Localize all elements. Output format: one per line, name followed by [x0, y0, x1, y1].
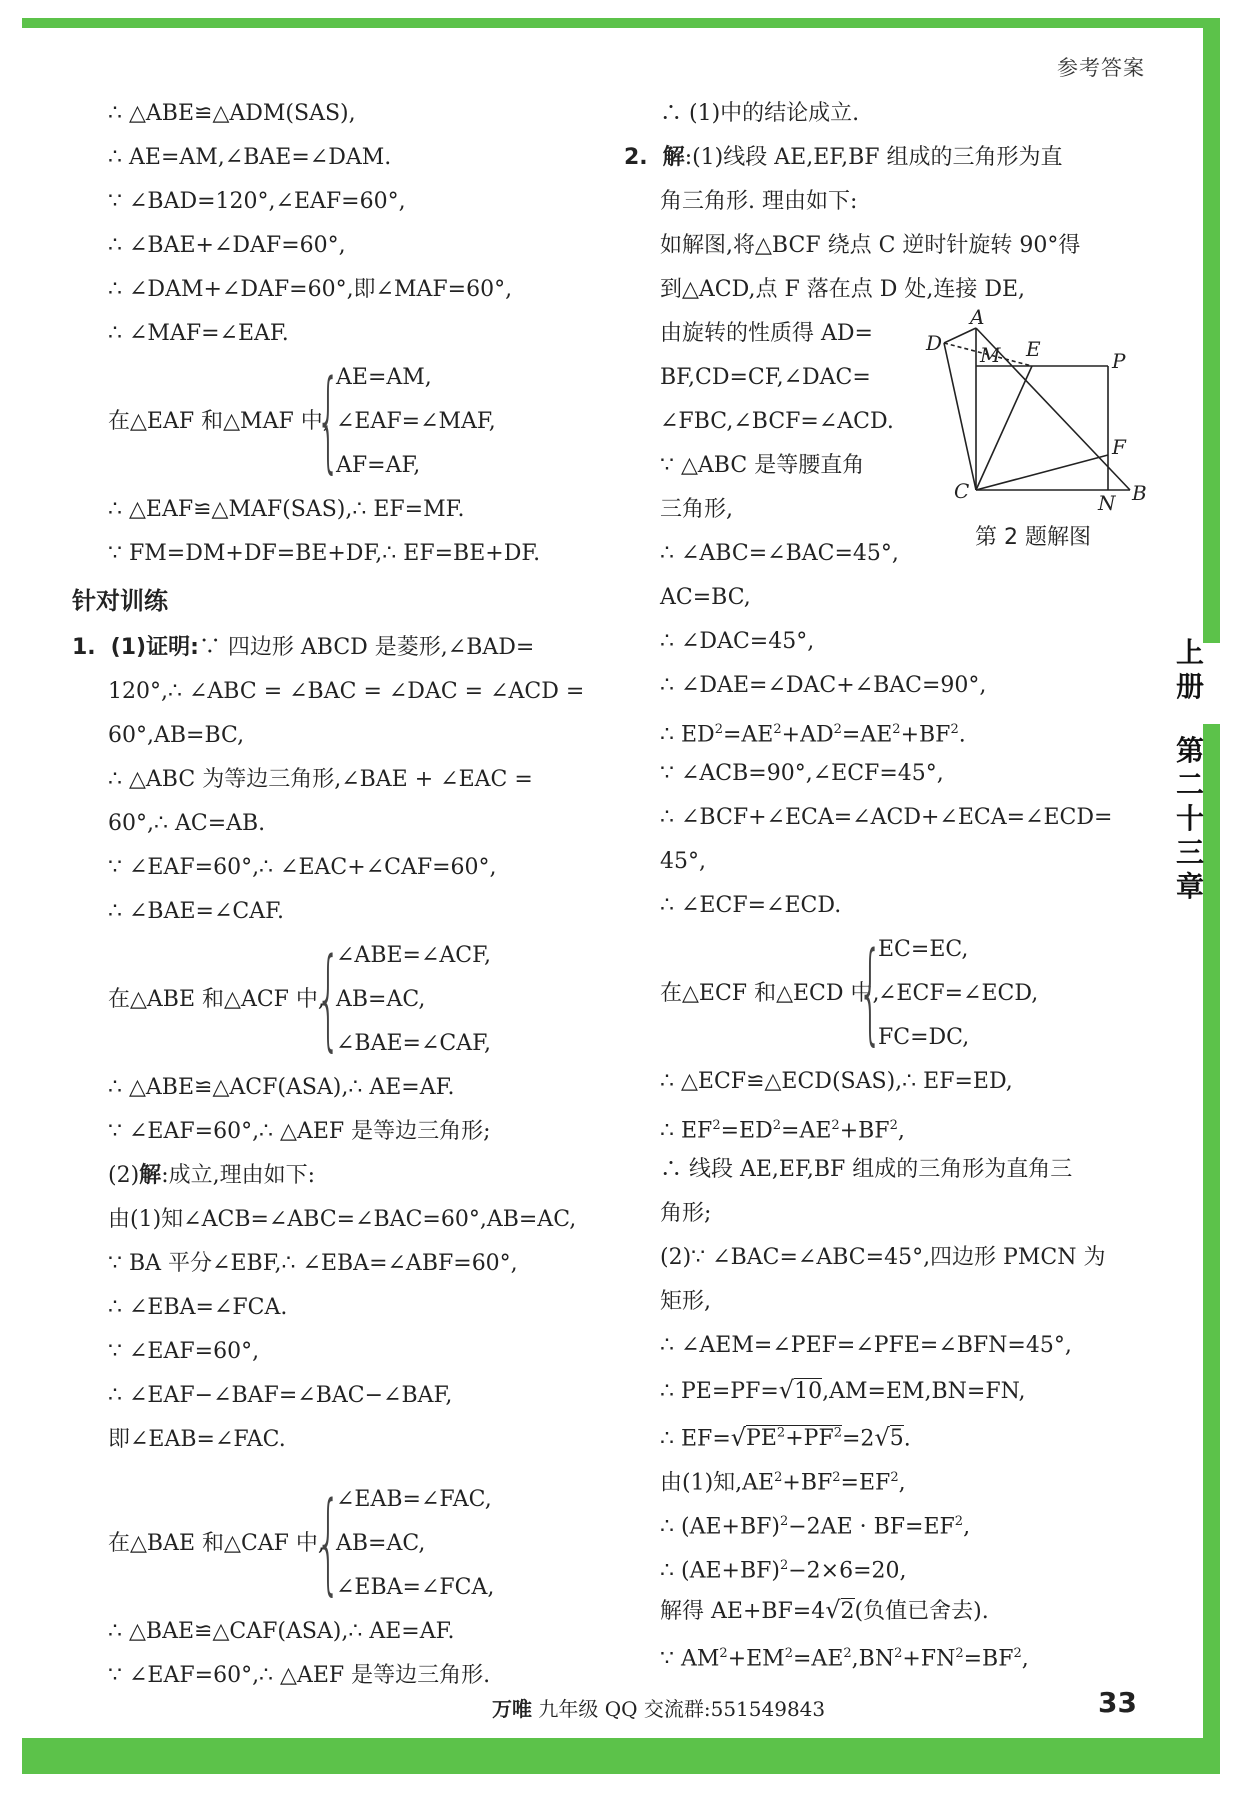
superscript: 2 — [776, 1426, 786, 1441]
text-span: =AE — [781, 1118, 832, 1144]
system-row: ∠ECF=∠ECD, — [878, 981, 1039, 1006]
equation-system — [108, 356, 613, 488]
sqrt-icon: √ — [874, 1423, 890, 1452]
text-span: −2AE · BF=EF — [788, 1514, 955, 1540]
superscript: 2 — [784, 1646, 793, 1661]
text-line — [660, 1544, 1155, 1588]
superscript: 2 — [833, 1426, 842, 1441]
superscript: 2 — [712, 1118, 721, 1133]
text-line: ∴ △ABE≌△ADM(SAS), — [108, 101, 356, 126]
label-m: M — [980, 343, 1001, 367]
left-brace: { — [316, 356, 341, 484]
label-c: C — [954, 479, 970, 503]
text-span: +BF — [900, 722, 951, 748]
superscript: 2 — [1013, 1646, 1022, 1661]
superscript: 2 — [955, 1646, 964, 1661]
system-lead: 在△EAF 和△MAF 中, — [108, 409, 330, 434]
superscript: 2 — [714, 722, 723, 737]
text-span: 解得 AE+BF=4 — [660, 1599, 826, 1624]
system-rows — [336, 356, 496, 488]
system-row: ∠EAB=∠FAC, — [336, 1487, 492, 1512]
radicand: 10 — [794, 1379, 823, 1404]
text-span: =EF — [840, 1470, 891, 1496]
text-line: ∴ ∠DAM+∠DAF=60°,即∠MAF=60°, — [108, 277, 513, 302]
system-row: AB=AC, — [336, 1531, 426, 1556]
text-span: =2 — [842, 1426, 875, 1452]
text-line: 由(1)知∠ACB=∠ABC=∠BAC=60°,AB=AC, — [108, 1207, 577, 1232]
text-line — [660, 708, 1155, 752]
problem-1-line — [72, 626, 613, 670]
system-row: AF=AF, — [336, 453, 421, 478]
frame-top-bar — [22, 18, 1220, 28]
text-span: ∴ EF — [660, 1118, 713, 1144]
text-line: ∴ ∠BAE+∠DAF=60°, — [108, 233, 346, 258]
superscript: 2 — [774, 1470, 783, 1485]
text-span: , — [1021, 1646, 1029, 1672]
segment-ce — [976, 366, 1032, 490]
text-span: , — [898, 1470, 906, 1496]
text-span: , — [963, 1514, 971, 1540]
system-row: ∠ABE=∠ACF, — [336, 943, 491, 968]
problem-2-line — [624, 136, 1155, 180]
text-line: 45°, — [660, 849, 706, 874]
system-row: AB=AC, — [336, 987, 426, 1012]
footer-text: 九年级 QQ 交流群:551549843 — [538, 1697, 826, 1721]
text-line: ∴ (1)中的结论成立. — [660, 101, 860, 126]
text-line: BF,CD=CF,∠DAC= — [660, 365, 871, 390]
text-span: (2) — [108, 1163, 140, 1188]
text-span: ,BN — [851, 1646, 895, 1672]
text-line: ∵ ∠EAF=60°,∴ ∠EAC+∠CAF=60°, — [108, 855, 497, 880]
equation-system — [108, 1478, 613, 1610]
text-span: =ED — [720, 1118, 773, 1144]
text-span: ,AM=EM,BN=FN, — [822, 1379, 1026, 1404]
text-line: ∴ △ABC 为等边三角形,∠BAE + ∠EAC = — [108, 767, 533, 792]
superscript: 2 — [779, 1558, 789, 1573]
text-span: ∴ (AE+BF) — [660, 1558, 780, 1584]
text-span: (负值已舍去). — [854, 1599, 989, 1624]
sqrt-icon: √ — [730, 1423, 747, 1452]
text-span: 由(1)知,AE — [660, 1470, 775, 1496]
text-line: 矩形, — [660, 1289, 711, 1314]
text-span: , — [897, 1118, 905, 1144]
text-line: ∴ △EAF≌△MAF(SAS),∴ EF=MF. — [108, 497, 465, 522]
superscript: 2 — [772, 1118, 782, 1133]
radicand: 5 — [889, 1426, 904, 1452]
text-line: ∵ FM=DM+DF=BE+DF,∴ EF=BE+DF. — [108, 541, 541, 566]
text-span: PE — [746, 1426, 777, 1452]
text-line: AC=BC, — [660, 585, 751, 610]
text-span: ∵ 四边形 ABCD 是菱形,∠BAD= — [198, 635, 535, 660]
text-line — [660, 1104, 1155, 1148]
tab-part: 上册 — [1175, 636, 1204, 703]
text-span: . — [958, 722, 966, 748]
text-span: =AE — [841, 722, 893, 748]
text-span: +PF — [785, 1426, 834, 1452]
superscript: 2 — [843, 1646, 852, 1661]
text-line: ∴ ∠DAC=45°, — [660, 629, 815, 654]
equation-system — [660, 928, 1155, 1060]
text-span: +EM — [727, 1646, 785, 1672]
superscript: 2 — [889, 1118, 898, 1133]
text-line: 如解图,将△BCF 绕点 C 逆时针旋转 90°得 — [660, 233, 1081, 258]
label-b: B — [1132, 481, 1147, 505]
footer — [492, 1693, 825, 1722]
text-span: +BF — [782, 1470, 833, 1496]
label-e: E — [1026, 337, 1041, 361]
text-line: 角形; — [660, 1201, 712, 1226]
text-line: 三角形, — [660, 497, 733, 522]
superscript: 2 — [773, 722, 782, 737]
text-span: ∴ ED — [660, 722, 715, 748]
superscript: 2 — [954, 1514, 964, 1529]
text-line: ∴ ∠EAF−∠BAF=∠BAC−∠BAF, — [108, 1383, 453, 1408]
text-line: ∵ ∠EAF=60°,∴ △AEF 是等边三角形. — [108, 1663, 491, 1688]
text-span: +FN — [902, 1646, 956, 1672]
left-brace: { — [858, 928, 883, 1056]
solution-label: 解 — [662, 145, 685, 170]
text-line — [660, 1412, 1155, 1456]
superscript: 2 — [833, 722, 842, 737]
radicand: 2 — [840, 1599, 855, 1624]
superscript: 2 — [832, 1470, 841, 1485]
left-brace: { — [316, 1478, 341, 1606]
text-line: ∴ △BAE≌△CAF(ASA),∴ AE=AF. — [108, 1619, 455, 1644]
text-line: ∴ △ABE≌△ACF(ASA),∴ AE=AF. — [108, 1075, 455, 1100]
text-line: ∴ ∠EBA=∠FCA. — [108, 1295, 288, 1320]
system-row: ∠BAE=∠CAF, — [336, 1031, 491, 1056]
label-p: P — [1112, 349, 1126, 373]
tab-chapter: 第二十三章 — [1175, 734, 1204, 903]
text-line: ∴ AE=AM,∠BAE=∠DAM. — [108, 145, 392, 170]
system-rows — [336, 934, 491, 1066]
equation-system — [108, 934, 613, 1066]
text-line: 即∠EAB=∠FAC. — [108, 1427, 286, 1452]
text-line: ∴ ∠ABC=∠BAC=45°, — [660, 541, 899, 566]
section-heading: 针对训练 — [72, 587, 168, 615]
superscript: 2 — [779, 1514, 789, 1529]
label-f: F — [1112, 435, 1126, 459]
system-lead: 在△ABE 和△ACF 中, — [108, 987, 325, 1012]
system-row: EC=EC, — [878, 937, 969, 962]
problem-number: 1. — [72, 635, 96, 660]
text-span: :成立,理由如下: — [161, 1163, 316, 1188]
system-row: ∠EAF=∠MAF, — [336, 409, 496, 434]
superscript: 2 — [831, 1118, 840, 1133]
text-line: 60°,∴ AC=AB. — [108, 811, 266, 836]
label-n: N — [1098, 491, 1116, 515]
text-line: ∵ BA 平分∠EBF,∴ ∠EBA=∠ABF=60°, — [108, 1251, 518, 1276]
label-d: D — [926, 331, 943, 355]
text-line: 120°,∴ ∠ABC = ∠BAC = ∠DAC = ∠ACD = — [108, 679, 585, 704]
frame-bottom-bar — [22, 1738, 1220, 1774]
text-line — [660, 1632, 1155, 1676]
text-line: ∠FBC,∠BCF=∠ACD. — [660, 409, 894, 434]
system-rows — [336, 1478, 494, 1610]
superscript: 2 — [950, 722, 959, 737]
text-span: −2×6=20, — [788, 1558, 907, 1584]
text-span: =BF — [963, 1646, 1014, 1672]
radicand — [746, 1425, 842, 1451]
text-line — [108, 1154, 613, 1198]
text-span: ∴ (AE+BF) — [660, 1514, 780, 1540]
superscript: 2 — [890, 1470, 899, 1485]
sqrt-icon: √ — [778, 1376, 795, 1404]
text-line: ∵ ∠EAF=60°, — [108, 1339, 260, 1364]
figure-caption: 第 2 题解图 — [975, 525, 1091, 550]
left-brace: { — [316, 934, 341, 1062]
text-span: . — [903, 1426, 911, 1452]
superscript: 2 — [892, 722, 901, 737]
frame-right-bar — [1203, 18, 1220, 643]
text-line: ∴ ∠ECF=∠ECD. — [660, 893, 842, 918]
text-span: ∵ AM — [660, 1646, 720, 1672]
system-lead: 在△BAE 和△CAF 中, — [108, 1531, 325, 1556]
sqrt-icon: √ — [825, 1596, 841, 1624]
text-line: (2)∵ ∠BAC=∠ABC=45°,四边形 PMCN 为 — [660, 1245, 1106, 1270]
solution-label: 解 — [139, 1163, 162, 1188]
problem-number: 2. — [624, 145, 648, 170]
page-number: 33 — [1098, 1686, 1137, 1719]
text-span: ∴ EF= — [660, 1426, 731, 1452]
geometry-figure — [926, 305, 1155, 518]
text-line: ∴ △ECF≌△ECD(SAS),∴ EF=ED, — [660, 1069, 1013, 1094]
text-line: 角三角形. 理由如下: — [660, 189, 858, 214]
label-a: A — [970, 305, 985, 329]
text-line — [660, 1368, 1155, 1412]
text-line: 60°,AB=BC, — [108, 723, 245, 748]
text-span: +AD — [781, 722, 834, 748]
text-line: ∴ ∠MAF=∠EAF. — [108, 321, 289, 346]
system-row: FC=DC, — [878, 1025, 970, 1050]
text-line: ∵ ∠ACB=90°,∠ECF=45°, — [660, 761, 944, 786]
text-line: ∵ △ABC 是等腰直角 — [660, 453, 865, 478]
text-span: :(1)线段 AE,EF,BF 组成的三角形为直 — [684, 145, 1063, 170]
text-span: =AE — [793, 1646, 844, 1672]
text-span: ∴ PE=PF= — [660, 1379, 779, 1404]
system-rows — [878, 928, 1038, 1060]
text-line: ∴ ∠BAE=∠CAF. — [108, 899, 284, 924]
text-line — [660, 1500, 1155, 1544]
text-line: ∴ ∠DAE=∠DAC+∠BAC=90°, — [660, 673, 987, 698]
segment-cf — [976, 455, 1108, 490]
text-line — [660, 1456, 1155, 1500]
segment-ad — [944, 328, 976, 343]
text-line: ∵ ∠BAD=120°,∠EAF=60°, — [108, 189, 406, 214]
superscript: 2 — [894, 1646, 903, 1661]
text-span: =AE — [722, 722, 774, 748]
superscript: 2 — [719, 1646, 728, 1661]
footer-brand: 万唯 — [492, 1697, 532, 1721]
system-row: AE=AM, — [336, 365, 432, 390]
system-row: ∠EBA=∠FCA, — [336, 1575, 495, 1600]
text-line: 由旋转的性质得 AD= — [660, 321, 873, 346]
text-line: ∴ 线段 AE,EF,BF 组成的三角形为直角三 — [660, 1157, 1073, 1182]
chapter-tab — [1170, 636, 1210, 904]
left-column — [72, 92, 613, 1698]
text-line: 到△ACD,点 F 落在点 D 处,连接 DE, — [660, 277, 1026, 302]
text-line: ∵ ∠EAF=60°,∴ △AEF 是等边三角形; — [108, 1119, 491, 1144]
proof-label: (1)证明: — [110, 635, 199, 660]
system-lead: 在△ECF 和△ECD 中, — [660, 981, 880, 1006]
text-line: ∴ ∠BCF+∠ECA=∠ACD+∠ECA=∠ECD= — [660, 805, 1113, 830]
header-label: 参考答案 — [1057, 56, 1145, 80]
text-line: ∴ ∠AEM=∠PEF=∠PFE=∠BFN=45°, — [660, 1333, 1072, 1358]
text-span: +BF — [839, 1118, 890, 1144]
segment-cd — [944, 343, 976, 490]
text-line — [660, 1588, 1155, 1632]
